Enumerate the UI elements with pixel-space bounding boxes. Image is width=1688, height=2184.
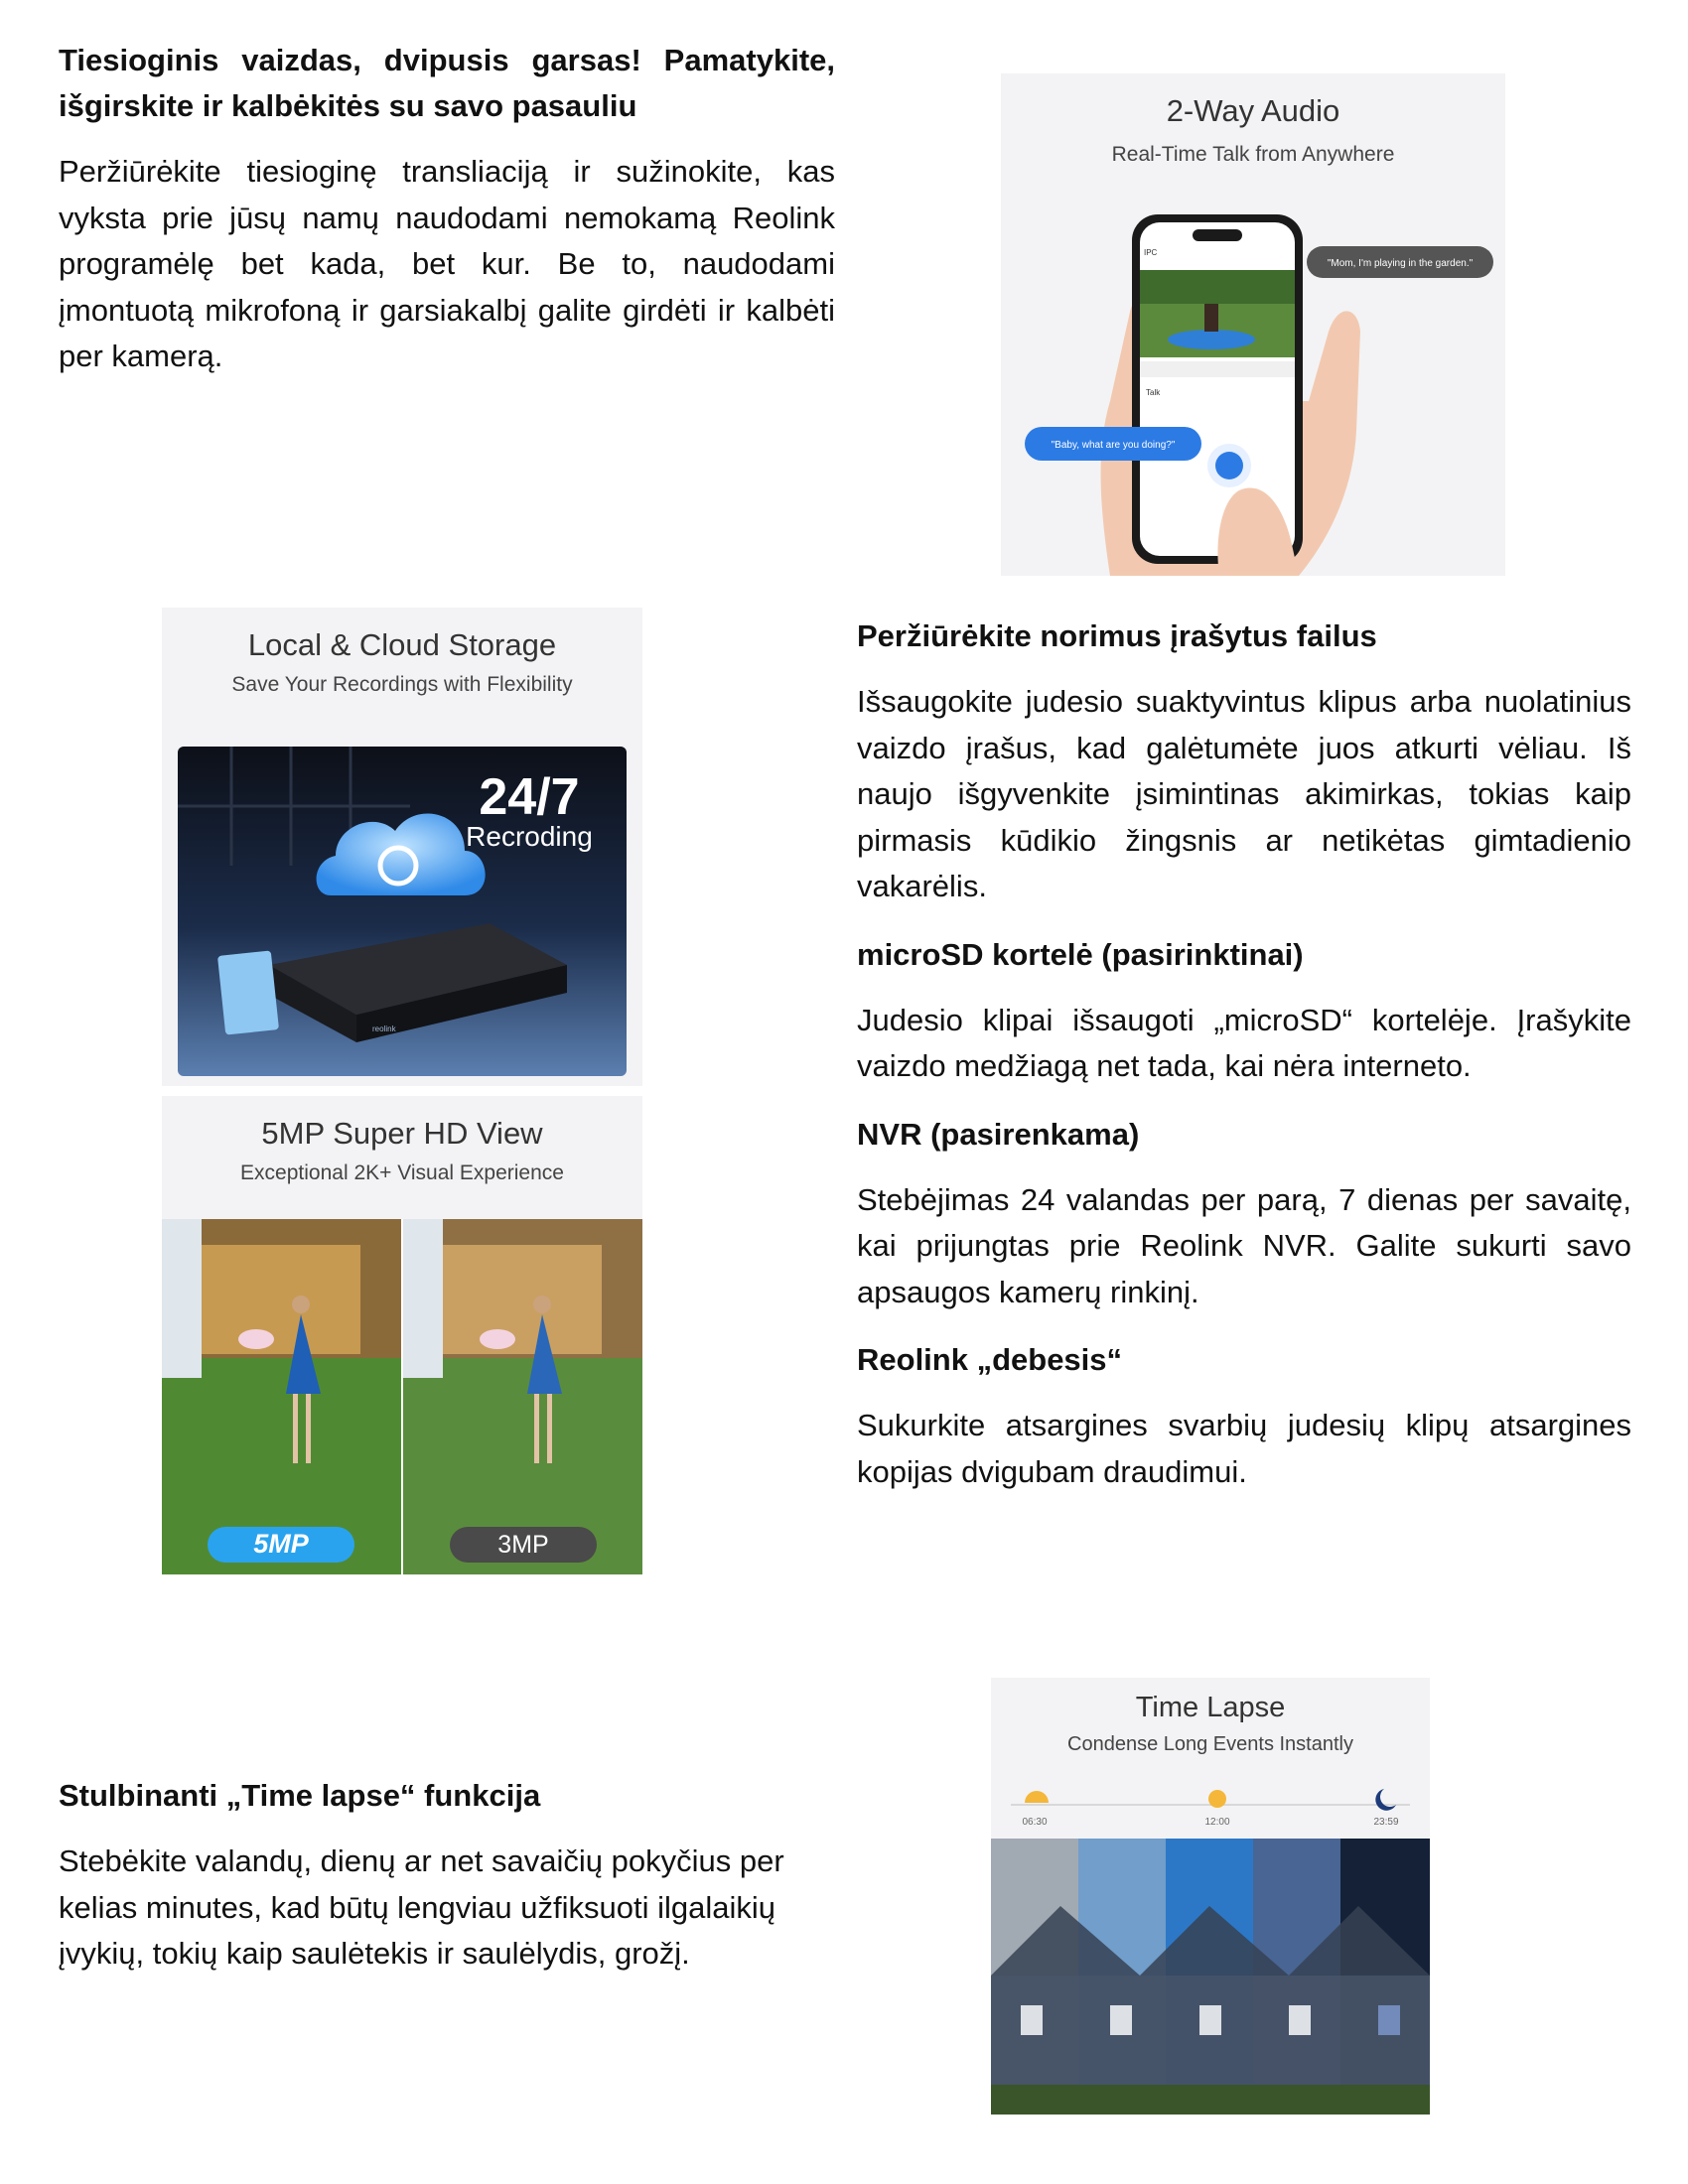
storage-illustration	[162, 608, 642, 1086]
live-heading: Tiesioginis vaizdas, dvipusis garsas! Pamatykite, išgirskite ir kalbėkitės su savo pasauliu	[59, 43, 835, 123]
timelapse-image-title: Time Lapse	[1135, 1692, 1286, 1723]
time-end: 23:59	[1373, 1817, 1399, 1828]
storage-image	[162, 608, 642, 1086]
nvr-heading: NVR (pasirenkama)	[857, 1116, 1140, 1152]
nvr-paragraph: Stebėjimas 24 valandas per parą, 7 dienas per savaitę, kai prijungtas prie Reolink NVR. Galite sukurti savo apsaugos kamerų rinkinį.	[857, 1181, 1631, 1309]
live-paragraph: Peržiūrėkite tiesioginę transliaciją ir sužinokite, kas vyksta prie jūsų namų naudodami nemokamą Reolink programėlę bet kada, bet kur. Be to, naudodami įmontuotą mikrofoną ir garsiakalbį galite girdėti ir kalbėti per kamerą.	[59, 154, 835, 373]
time-noon: 12:00	[1204, 1817, 1230, 1828]
badge-5mp: 5MP	[253, 1529, 309, 1559]
nvr-brand: reolink	[372, 1024, 396, 1033]
storage-image-title: Local & Cloud Storage	[247, 627, 557, 662]
audio-image	[1001, 73, 1505, 576]
sun-icon	[1208, 1790, 1226, 1808]
timelapse-heading: Stulbinanti „Time lapse“ funkcija	[59, 1778, 541, 1813]
storage-image-subtitle: Save Your Recordings with Flexibility	[231, 673, 573, 696]
timelapse-section	[59, 1773, 813, 1978]
badge-3mp: 3MP	[497, 1531, 549, 1559]
audio-image-subtitle: Real-Time Talk from Anywhere	[1111, 143, 1395, 166]
bubble-top-text: "Mom, I'm playing in the garden."	[1327, 258, 1474, 269]
audio-image-title: 2-Way Audio	[1166, 93, 1340, 128]
hd-image-title: 5MP Super HD View	[261, 1116, 543, 1151]
timelapse-paragraph: Stebėkite valandų, dienų ar net savaičių pokyčius per kelias minutes, kad būtų lengviau užfiksuoti ilgalaikių įvykių, tokių kaip saulėtekis ir saulėlydis, grožį.	[59, 1843, 784, 1971]
microsd-heading: microSD kortelė (pasirinktinai)	[857, 936, 1304, 972]
storage-small-text: Recroding	[466, 821, 593, 852]
phone-hand-illustration	[1001, 73, 1505, 576]
hd-comparison-illustration	[162, 1096, 642, 1574]
hd-image-subtitle: Exceptional 2K+ Visual Experience	[240, 1161, 564, 1184]
microsd-paragraph: Judesio klipai išsaugoti „microSD“ kortelėje. Įrašykite vaizdo medžiagą net tada, kai nėra interneto.	[857, 1002, 1631, 1083]
cloud-paragraph: Sukurkite atsargines svarbių judesių klipų atsargines kopijas dvigubam draudimui.	[857, 1408, 1631, 1489]
sunrise-icon	[1025, 1791, 1049, 1803]
storage-big-text: 24/7	[479, 768, 580, 826]
hd-image	[162, 1096, 642, 1574]
timelapse-image-subtitle: Condense Long Events Instantly	[1067, 1733, 1353, 1755]
moon-icon	[1375, 1789, 1396, 1811]
live-section	[59, 38, 835, 380]
talk-label: Talk	[1146, 388, 1161, 397]
timelapse-illustration	[991, 1678, 1430, 2115]
time-start: 06:30	[1022, 1817, 1048, 1828]
bubble-bottom-text: "Baby, what are you doing?"	[1051, 440, 1176, 451]
timelapse-image	[991, 1678, 1430, 2115]
storage-heading: Peržiūrėkite norimus įrašytus failus	[857, 618, 1377, 653]
cloud-heading: Reolink „debesis“	[857, 1342, 1123, 1377]
storage-section	[857, 614, 1631, 1495]
storage-paragraph: Išsaugokite judesio suaktyvintus klipus arba nuolatinius vaizdo įrašus, kad galėtumėte juos atkurti vėliau. Iš naujo išgyvenkite įsimintinas akimirkas, tokias kaip pirmasis kūdikio žingsnis ar netikėtas gimtadienio vakarėlis.	[857, 684, 1631, 903]
app-label: IPC	[1144, 248, 1158, 257]
